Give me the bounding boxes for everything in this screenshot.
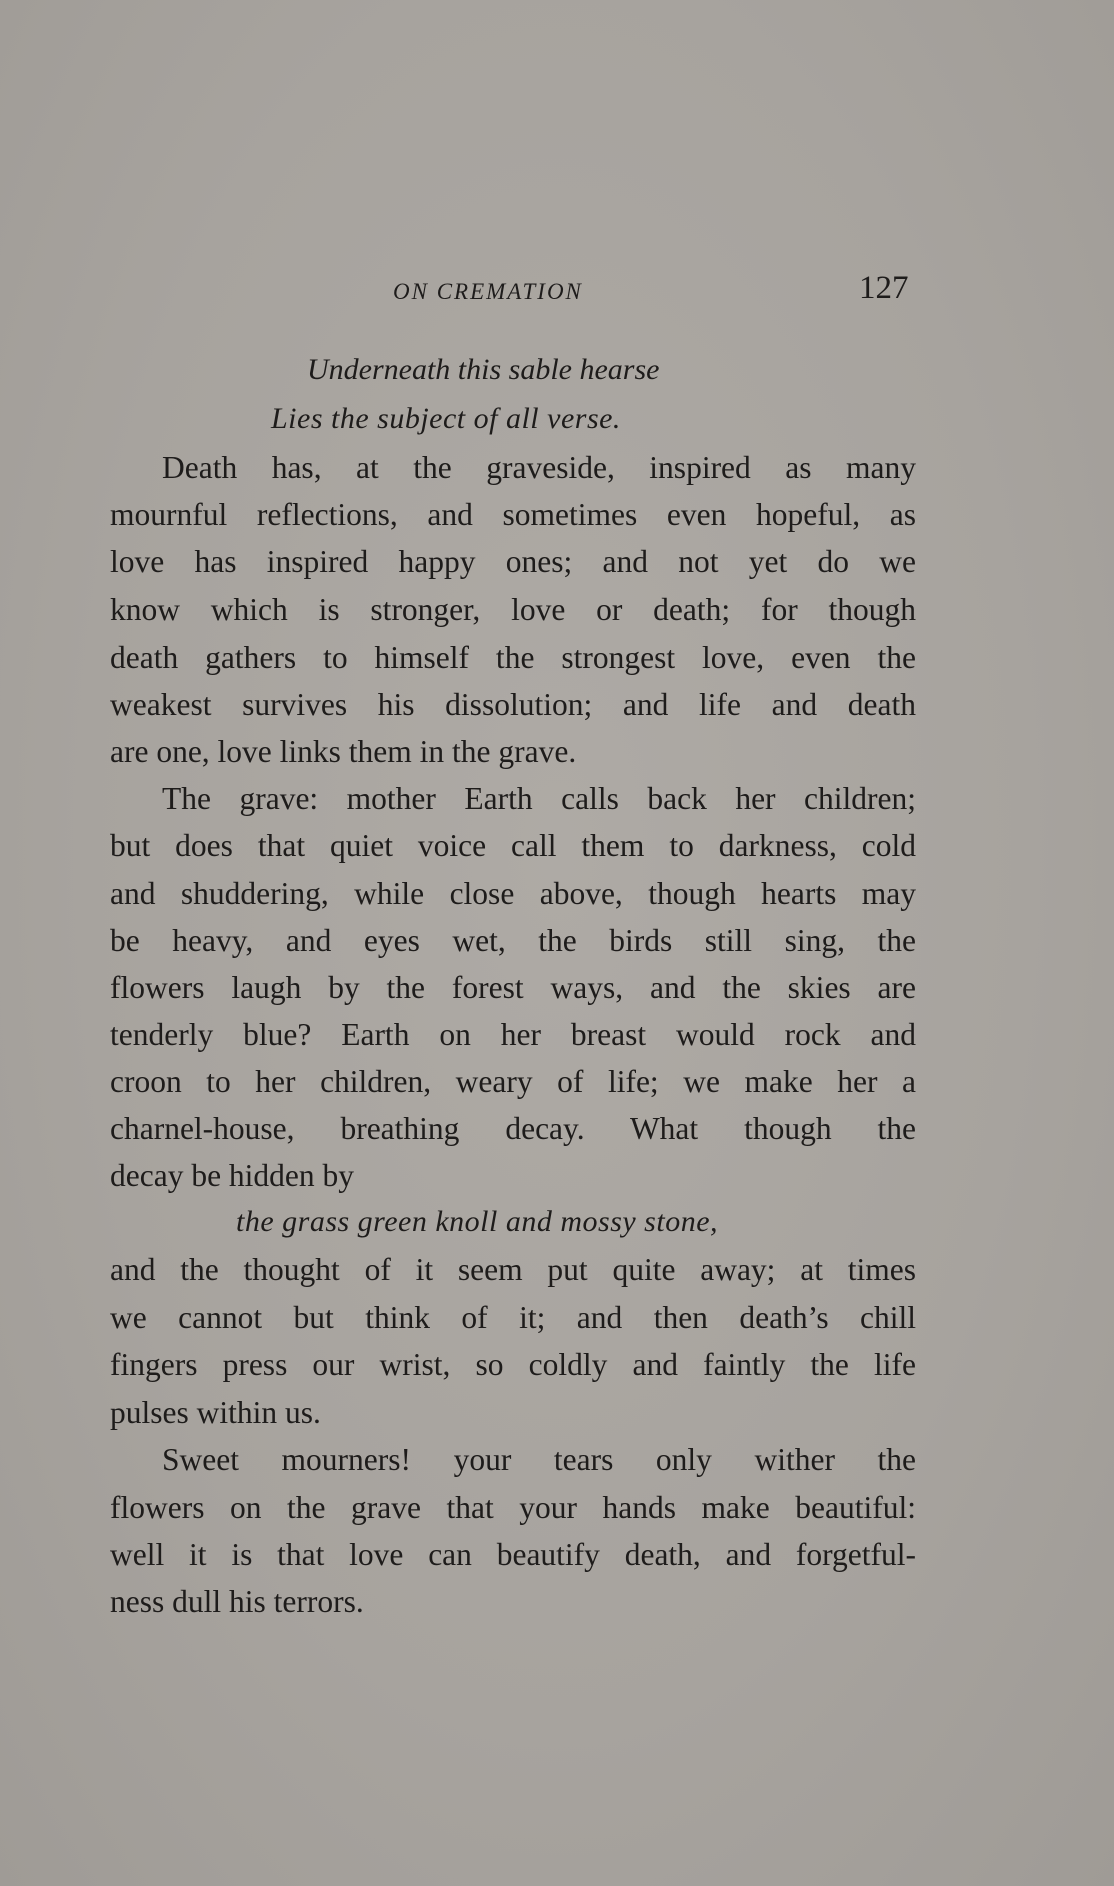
paragraph-1-line-2: mournful reflections, and sometimes even hopeful, as	[110, 497, 916, 532]
epitaph-line-1: Underneath this sable hearse	[307, 353, 660, 386]
paragraph-1-line-5: death gathers to himself the strongest love, even the	[110, 640, 916, 675]
paragraph-2-continuation-line-2: we cannot but think of it; and then death’s chill	[110, 1300, 916, 1335]
running-title: ON CREMATION	[393, 279, 583, 304]
paragraph-1-line-3: love has inspired happy ones; and not yet do we	[110, 544, 916, 579]
paragraph-2-line-4: be heavy, and eyes wet, the birds still sing, the	[110, 923, 916, 958]
paragraph-2-line-8: charnel-house, breathing decay. What though the	[110, 1111, 916, 1146]
epitaph-line-2: Lies the subject of all verse.	[271, 402, 621, 435]
quoted-verse: the grass green knoll and mossy stone,	[236, 1205, 719, 1238]
paragraph-2-continuation-line-1: and the thought of it seem put quite away; at times	[110, 1252, 916, 1287]
paragraph-1-line-6: weakest survives his dissolution; and life and death	[110, 687, 916, 722]
paragraph-3-line-4: ness dull his terrors.	[110, 1584, 364, 1619]
paragraph-3-line-2: flowers on the grave that your hands make beautiful:	[110, 1490, 916, 1525]
paragraph-2-line-5: flowers laugh by the forest ways, and the skies are	[110, 970, 916, 1005]
running-head	[0, 270, 1114, 315]
paragraph-2-line-1: The grave: mother Earth calls back her children;	[162, 781, 916, 816]
paragraph-1-line-1: Death has, at the graveside, inspired as many	[162, 450, 916, 485]
paragraph-2-line-9: decay be hidden by	[110, 1158, 355, 1193]
paragraph-3-line-3: well it is that love can beautify death, and forgetful-	[110, 1537, 916, 1572]
paragraph-2-line-2: but does that quiet voice call them to darkness, cold	[110, 828, 916, 863]
paragraph-2-line-6: tenderly blue? Earth on her breast would rock and	[110, 1017, 916, 1052]
paragraph-2-continuation-line-3: fingers press our wrist, so coldly and faintly the life	[110, 1347, 916, 1382]
paragraph-2-line-3: and shuddering, while close above, though hearts may	[110, 876, 916, 911]
page-number: 127	[859, 270, 909, 306]
paragraph-3-line-1: Sweet mourners! your tears only wither the	[162, 1442, 916, 1477]
paragraph-2-continuation-line-4: pulses within us.	[110, 1395, 321, 1430]
paragraph-2-line-7: croon to her children, weary of life; we make her a	[110, 1064, 916, 1099]
paragraph-1-line-4: know which is stronger, love or death; for though	[110, 592, 916, 627]
paragraph-1-line-7: are one, love links them in the grave.	[110, 734, 577, 769]
